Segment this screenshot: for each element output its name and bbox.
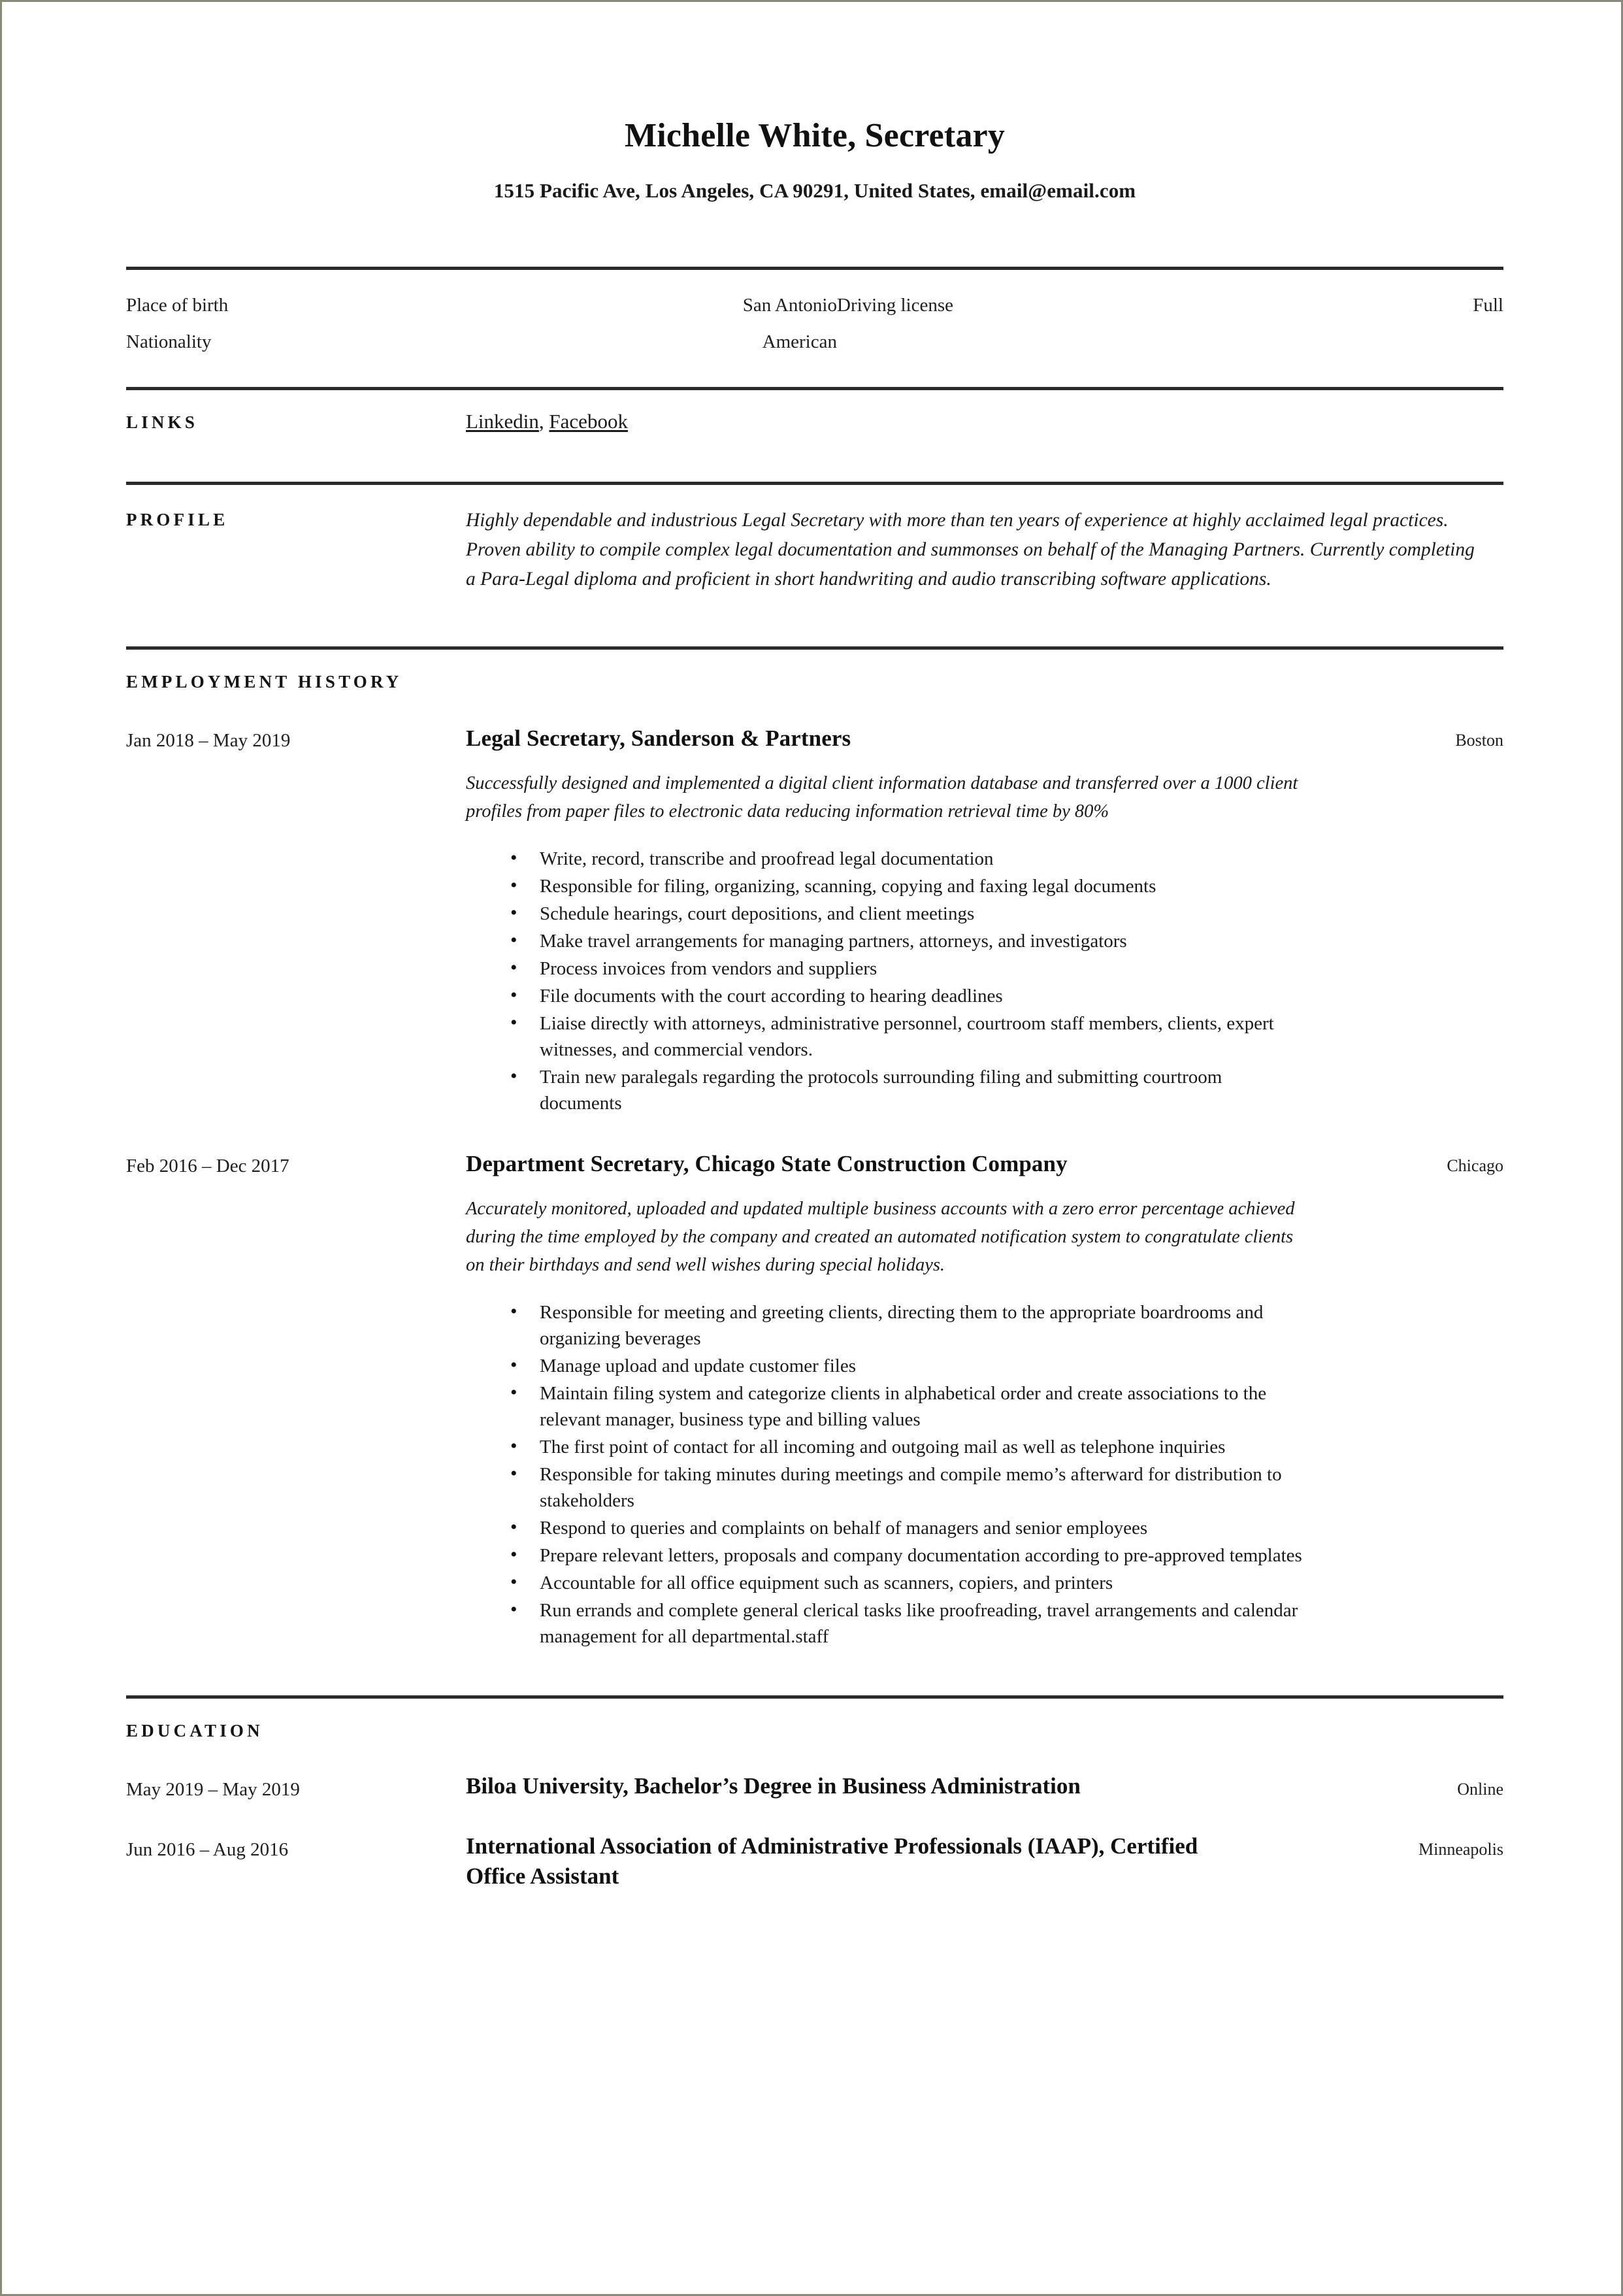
list-item: • Make travel arrangements for managing partners, attorneys, and investigators [466, 928, 1307, 954]
employment-body [466, 724, 1503, 1118]
list-item: • Train new paralegals regarding the protocols surrounding filing and submitting courtroom documents [466, 1064, 1307, 1116]
page-title: Michelle White, Secretary [624, 117, 1006, 154]
details-cell-nationality [126, 331, 837, 353]
section-heading-employment-history: EMPLOYMENT HISTORY [126, 671, 402, 691]
list-item: • Schedule hearings, court depositions, and client meetings [466, 901, 1307, 927]
education-city: Minneapolis [1418, 1839, 1503, 1859]
employment-city: Chicago [1447, 1156, 1503, 1175]
list-item: • Manage upload and update customer files [466, 1353, 1307, 1379]
list-item: • Prepare relevant letters, proposals and company documentation according to pre-approved templates [466, 1542, 1307, 1569]
details-section [126, 295, 1503, 353]
education-main [466, 1831, 1307, 1891]
list-item: • Write, record, transcribe and proofread legal documentation [466, 846, 1307, 872]
list-item: • Liaise directly with attorneys, administrative personnel, courtroom staff members, clients, expert witnesses, and commercial vendors. [466, 1010, 1307, 1063]
links-list [466, 410, 628, 433]
education-date: May 2019 – May 2019 [126, 1778, 300, 1800]
list-item: • Process invoices from vendors and suppliers [466, 956, 1307, 982]
details-value: American [762, 331, 837, 353]
list-item: • The first point of contact for all incoming and outgoing mail as well as telephone inquiries [466, 1434, 1307, 1460]
list-item: • File documents with the court according to hearing deadlines [466, 983, 1307, 1009]
profile-text: Highly dependable and industrious Legal Secretary with more than ten years of experience at highly acclaimed legal practices. Proven ability to compile complex legal documentation and summonses on behalf of the Managing Partners. Currently completing a Para-Legal diploma and proficient in short handwriting and audio transcribing software applications. [466, 510, 1475, 590]
profile-section [126, 506, 1503, 593]
list-item: • Maintain filing system and categorize clients in alphabetical order and create associations to the relevant manager, business type and billing values [466, 1380, 1307, 1433]
employment-bullets [466, 846, 1307, 1116]
details-row [126, 331, 1503, 353]
divider-profile [126, 482, 1503, 485]
employment-date: Feb 2016 – Dec 2017 [126, 1155, 289, 1176]
education-city: Online [1457, 1779, 1503, 1799]
details-cell-driving-license [837, 295, 1503, 316]
education-entry [126, 1771, 1503, 1801]
links-section [126, 410, 1503, 449]
details-value: San Antonio [742, 295, 837, 316]
divider-employment [126, 646, 1503, 650]
details-row [126, 295, 1503, 316]
employment-main [466, 1149, 1307, 1651]
details-cell-place-of-birth [126, 295, 837, 316]
employment-city: Boston [1455, 730, 1503, 750]
section-heading-education: EDUCATION [126, 1720, 263, 1740]
education-main [466, 1771, 1307, 1801]
details-label: Nationality [126, 331, 212, 353]
list-item: • Accountable for all office equipment such as scanners, copiers, and printers [466, 1570, 1307, 1596]
employment-date: Jan 2018 – May 2019 [126, 729, 291, 751]
employment-title: Legal Secretary, Sanderson & Partners [466, 725, 851, 751]
employment-bullets [466, 1299, 1307, 1650]
employment-main [466, 724, 1307, 1118]
divider-education [126, 1695, 1503, 1699]
list-item: • Responsible for taking minutes during meetings and compile memo’s afterward for distribution to stakeholders [466, 1461, 1307, 1514]
education-title: International Association of Administrative Professionals (IAAP), Certified Office Assistant [466, 1833, 1198, 1889]
contact-line: 1515 Pacific Ave, Los Angeles, CA 90291, United States, email@email.com [493, 179, 1136, 203]
employment-entry [126, 1149, 1503, 1651]
link-facebook[interactable]: Facebook [549, 410, 628, 433]
employment-title: Department Secretary, Chicago State Construction Company [466, 1150, 1068, 1176]
education-date: Jun 2016 – Aug 2016 [126, 1838, 289, 1860]
divider-links [126, 387, 1503, 390]
resume-content [126, 2, 1503, 1891]
list-item: • Responsible for filing, organizing, scanning, copying and faxing legal documents [466, 873, 1307, 899]
details-label: Driving license [837, 295, 953, 316]
section-heading-links: LINKS [126, 412, 199, 433]
list-item: • Run errands and complete general clerical tasks like proofreading, travel arrangements and calendar management for all departmental.staff [466, 1597, 1307, 1650]
section-heading-profile: PROFILE [126, 510, 229, 530]
details-label: Place of birth [126, 295, 229, 316]
link-linkedin[interactable]: Linkedin [466, 410, 539, 433]
education-body [466, 1831, 1503, 1891]
list-item: • Respond to queries and complaints on behalf of managers and senior employees [466, 1515, 1307, 1541]
education-entry [126, 1831, 1503, 1891]
divider-details [126, 267, 1503, 270]
links-separator: , [538, 410, 549, 433]
employment-entry [126, 724, 1503, 1118]
employment-body [466, 1149, 1503, 1651]
details-value: Full [1473, 295, 1503, 316]
list-item: • Responsible for meeting and greeting clients, directing them to the appropriate boardrooms and organizing beverages [466, 1299, 1307, 1352]
employment-summary: Accurately monitored, uploaded and updated multiple business accounts with a zero error percentage achieved during the time employed by the company and created an automated notification system to congratulate clients on their birthdays and send well wishes during special holidays. [466, 1199, 1295, 1275]
employment-summary: Successfully designed and implemented a digital client information database and transferred over a 1000 client profiles from paper files to electronic data reducing information retrieval time by 80% [466, 773, 1298, 822]
education-title: Biloa University, Bachelor’s Degree in Business Administration [466, 1772, 1081, 1799]
education-body [466, 1771, 1503, 1801]
resume-header [126, 2, 1503, 203]
